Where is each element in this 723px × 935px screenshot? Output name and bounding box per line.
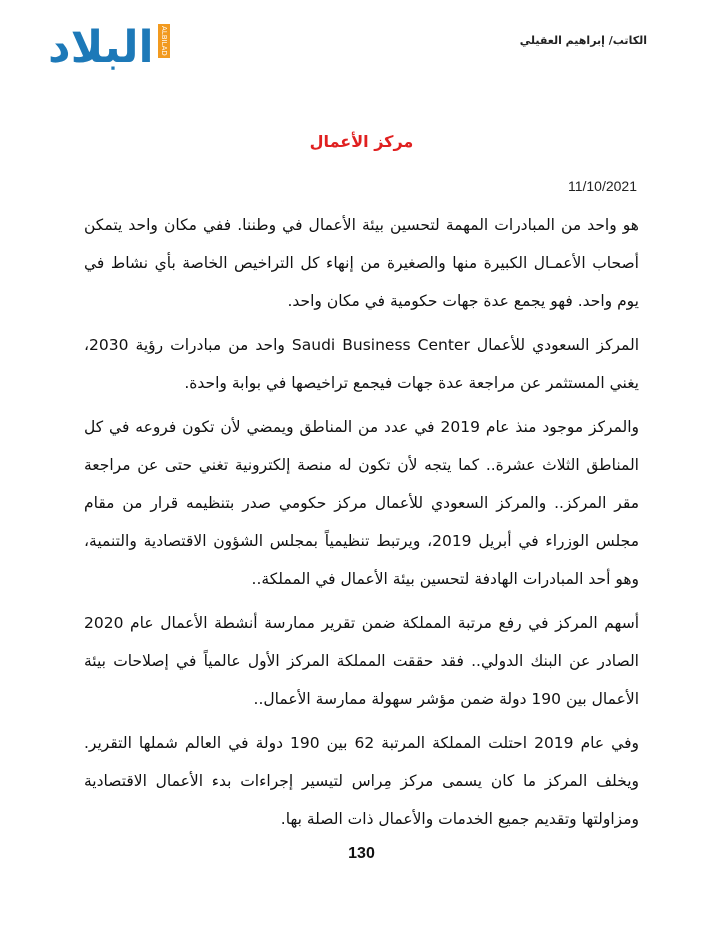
author-name: الكاتب/ إبراهيم العقيلي: [519, 34, 647, 47]
paragraph: وفي عام 2019 احتلت المملكة المرتبة 62 بين 190 دولة في العالم شملها التقرير. ويخلف المركز ما كان يسمى مركز مِراس لتيسير إجراءات بدء الأعمال الاقتصادية ومزاولتها وتقديم جميع الخدمات والأعمال ذات الصلة بها.: [84, 734, 639, 828]
page-number: 130: [348, 845, 375, 862]
paragraph: المركز السعودي للأعمال Saudi Business Center واحد من مبادرات رؤية 2030، يغني المستثمر عن مراجعة عدة جهات فيجمع تراخيصها في بوابة واحدة.: [84, 336, 640, 392]
logo-tag: ALBILAD: [158, 24, 170, 58]
paragraph: هو واحد من المبادرات المهمة لتحسين بيئة الأعمال في وطننا. ففي مكان واحد يتمكن أصحاب الأعمـال الكبيرة منها والصغيرة من إنهاء كل التراخيص الخاصة بأي نشاط في يوم واحد. فهو يجمع عدة جهات حكومية في مكان واحد.: [84, 216, 639, 310]
article-body: [84, 206, 639, 844]
albilad-logo: [48, 18, 176, 73]
article-title: مركز الأعمال: [309, 132, 414, 151]
article-date: 11/10/2021: [567, 178, 637, 194]
paragraph: أسهم المركز في رفع مرتبة المملكة ضمن تقرير ممارسة أنشطة الأعمال عام 2020 الصادر عن البنك الدولي.. فقد حققت المملكة المركز الأول عالمياً في إصلاحات بيئة الأعمال بين 190 دولة ضمن مؤشر سهولة ممارسة الأعمال..: [84, 614, 639, 708]
logo-text: البلاد: [48, 22, 154, 73]
paragraph: والمركز موجود منذ عام 2019 في عدد من المناطق ويمضي لأن تكون فروعه في كل المناطق الثلاث عشرة.. كما يتجه لأن تكون له منصة إلكترونية تغني حتى عن مراجعة مقر المركز.. والمركز السعودي للأعمال مركز حكومي صدر بتنظيمه قرار من مقام مجلس الوزراء في أبريل 2019، ويرتبط تنظيمياً بمجلس الشؤون الاقتصادية والتنمية، وهو أحد المبادرات الهادفة لتحسين بيئة الأعمال في المملكة..: [84, 418, 639, 588]
